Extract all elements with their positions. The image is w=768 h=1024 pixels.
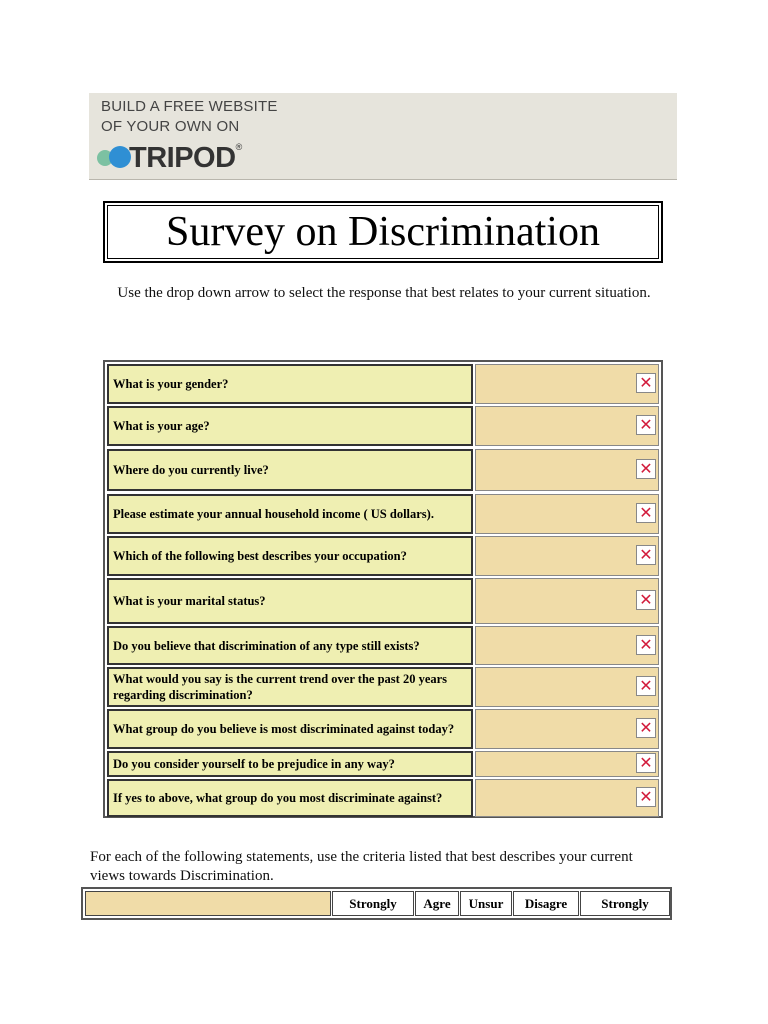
statement-column-header bbox=[85, 891, 331, 916]
question-row bbox=[105, 449, 661, 491]
close-icon[interactable]: ✕ bbox=[636, 415, 656, 435]
question-row bbox=[105, 626, 661, 665]
question-label: What is your gender? bbox=[107, 364, 473, 404]
question-label: Do you believe that discrimination of any type still exists? bbox=[107, 626, 473, 665]
answer-dropdown[interactable] bbox=[475, 667, 659, 707]
answer-dropdown[interactable] bbox=[475, 364, 659, 404]
answer-dropdown[interactable] bbox=[475, 578, 659, 624]
question-label: If yes to above, what group do you most discriminate against? bbox=[107, 779, 473, 817]
close-icon[interactable]: ✕ bbox=[636, 718, 656, 738]
close-icon[interactable]: ✕ bbox=[636, 590, 656, 610]
page-title: Survey on Discrimination bbox=[166, 209, 600, 255]
scale-column-header: Strongly bbox=[580, 891, 670, 916]
survey-form bbox=[103, 360, 663, 818]
scale-column-header: Disagre bbox=[513, 891, 579, 916]
scale-column-header: Agre bbox=[415, 891, 459, 916]
question-row bbox=[105, 536, 661, 576]
question-row bbox=[105, 667, 661, 707]
question-row bbox=[105, 494, 661, 534]
statements-intro: For each of the following statements, use the criteria listed that best describes your current views towards Discrimination. bbox=[90, 849, 633, 884]
answer-dropdown[interactable] bbox=[475, 626, 659, 665]
close-icon[interactable]: ✕ bbox=[636, 373, 656, 393]
instructions-text: Use the drop down arrow to select the response that best relates to your current situation. bbox=[117, 285, 651, 301]
question-label: What is your marital status? bbox=[107, 578, 473, 624]
statements-table-header bbox=[81, 887, 672, 920]
question-row bbox=[105, 779, 661, 817]
answer-dropdown[interactable] bbox=[475, 751, 659, 777]
close-icon[interactable]: ✕ bbox=[636, 635, 656, 655]
close-icon[interactable]: ✕ bbox=[636, 459, 656, 479]
question-row bbox=[105, 709, 661, 749]
tripod-logo-icon bbox=[97, 146, 133, 168]
close-icon[interactable]: ✕ bbox=[636, 676, 656, 696]
question-label: Do you consider yourself to be prejudice in any way? bbox=[107, 751, 473, 777]
tripod-banner-ad[interactable] bbox=[89, 93, 677, 180]
question-label: What is your age? bbox=[107, 406, 473, 446]
close-icon[interactable]: ✕ bbox=[636, 503, 656, 523]
question-row bbox=[105, 578, 661, 624]
question-label: Which of the following best describes your occupation? bbox=[107, 536, 473, 576]
scale-column-header: Strongly bbox=[332, 891, 414, 916]
answer-dropdown[interactable] bbox=[475, 449, 659, 491]
scale-column-header: Unsur bbox=[460, 891, 512, 916]
close-icon[interactable]: ✕ bbox=[636, 753, 656, 773]
banner-line-1: BUILD A FREE WEBSITE bbox=[101, 98, 278, 115]
page-title-box bbox=[103, 201, 663, 263]
answer-dropdown[interactable] bbox=[475, 709, 659, 749]
banner-line-2: OF YOUR OWN ON bbox=[101, 118, 240, 135]
question-label: Where do you currently live? bbox=[107, 449, 473, 491]
answer-dropdown[interactable] bbox=[475, 536, 659, 576]
close-icon[interactable]: ✕ bbox=[636, 787, 656, 807]
question-row bbox=[105, 751, 661, 777]
question-row bbox=[105, 364, 661, 404]
answer-dropdown[interactable] bbox=[475, 406, 659, 446]
close-icon[interactable]: ✕ bbox=[636, 545, 656, 565]
answer-dropdown[interactable] bbox=[475, 779, 659, 817]
question-label: What would you say is the current trend over the past 20 years regarding discrimination? bbox=[107, 667, 473, 707]
question-row bbox=[105, 406, 661, 446]
answer-dropdown[interactable] bbox=[475, 494, 659, 534]
question-label: What group do you believe is most discriminated against today? bbox=[107, 709, 473, 749]
tripod-logo-text: TRIPOD® bbox=[129, 142, 242, 174]
question-label: Please estimate your annual household income ( US dollars). bbox=[107, 494, 473, 534]
